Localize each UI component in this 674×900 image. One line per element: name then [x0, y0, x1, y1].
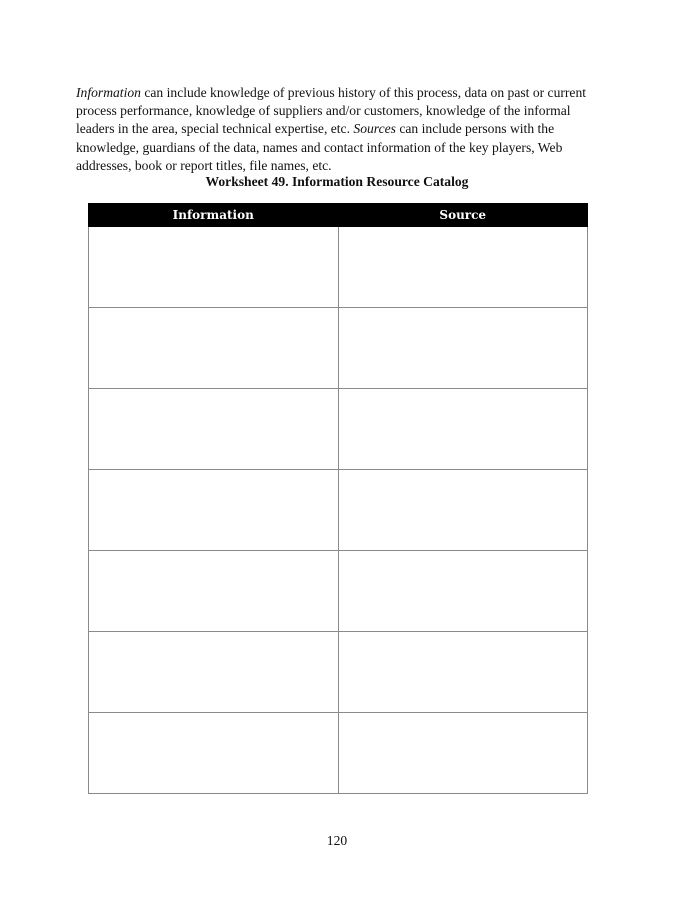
information-cell — [89, 713, 339, 794]
column-header-information: Information — [89, 204, 339, 227]
worksheet-title: Worksheet 49. Information Resource Catalog — [205, 174, 469, 189]
information-cell — [89, 551, 339, 632]
table-row — [89, 632, 588, 713]
source-cell — [338, 713, 588, 794]
source-cell — [338, 227, 588, 308]
source-cell — [338, 632, 588, 713]
table-header-row — [89, 204, 588, 227]
table-row — [89, 551, 588, 632]
source-cell — [338, 470, 588, 551]
table-row — [89, 227, 588, 308]
table-row — [89, 470, 588, 551]
source-cell — [338, 551, 588, 632]
column-header-source: Source — [338, 204, 588, 227]
table-row — [89, 713, 588, 794]
information-cell — [89, 389, 339, 470]
information-cell — [89, 227, 339, 308]
source-cell — [338, 389, 588, 470]
intro-paragraph — [76, 84, 606, 175]
term-sources: Sources — [353, 121, 396, 137]
term-information: Information — [76, 85, 141, 100]
page-number: 120 — [326, 833, 348, 848]
intro-text-part2: can include persons with the knowledge, guardians of the data, names and contact information of the key players, Web addresses, book or report titles, file names, etc. — [76, 121, 563, 173]
information-cell — [89, 308, 339, 389]
information-resource-table — [88, 203, 588, 794]
source-cell — [338, 308, 588, 389]
table-row — [89, 389, 588, 470]
table-row — [89, 308, 588, 389]
information-cell — [89, 632, 339, 713]
intro-text-part1: can include knowledge of previous history of this process, data on past or current process performance, knowledge of suppliers and/or customers, knowledge of the informal leaders in the area, special technical expertise, etc. — [76, 85, 587, 137]
information-cell — [89, 470, 339, 551]
